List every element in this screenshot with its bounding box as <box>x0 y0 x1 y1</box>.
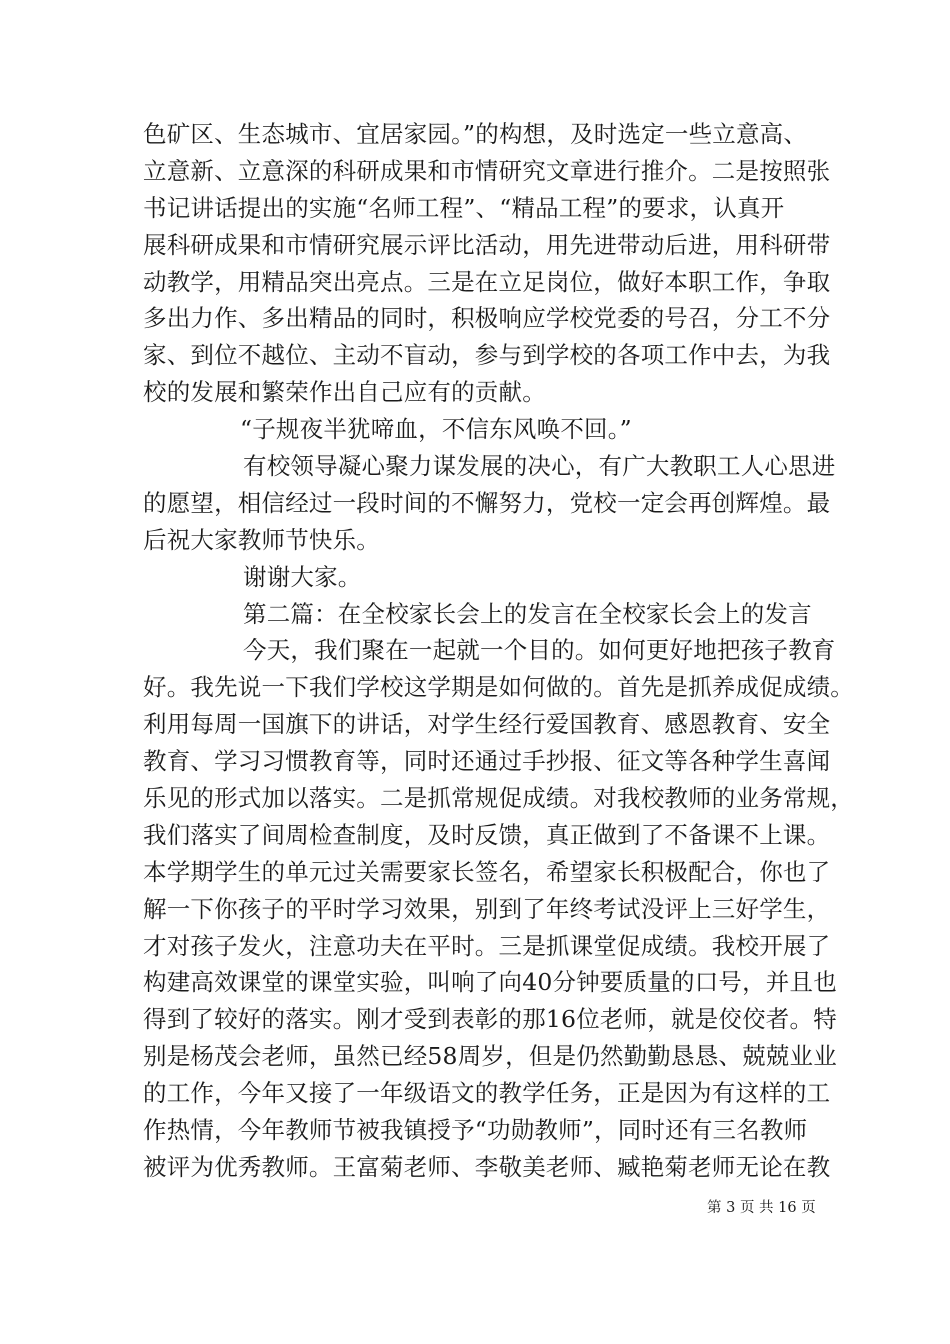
text-line: 才对孩子发火，注意功夫在平时。三是抓课堂促成绩。我校开展了 <box>143 931 831 960</box>
text-line: 作热情，今年教师节被我镇授予“功勋教师”，同时还有三名教师 <box>143 1116 808 1145</box>
text-line: 解一下你孩子的平时学习效果，别到了年终考试没评上三好学生， <box>143 894 831 923</box>
text-line: 多出力作、多出精品的同时，积极响应学校党委的号召，分工不分 <box>143 304 831 333</box>
text-line: 立意新、立意深的科研成果和市情研究文章进行推介。二是按照张 <box>143 156 831 185</box>
text-line: 利用每周一国旗下的讲话，对学生经行爱国教育、感恩教育、安全 <box>143 710 831 739</box>
text-line: 得到了较好的落实。刚才受到表彰的那16位老师，就是佼佼者。特 <box>143 1005 837 1034</box>
paragraph-start: 有校领导凝心聚力谋发展的决心，有广大教职工人心思进 <box>243 452 836 481</box>
text-line: 展科研成果和市情研究展示评比活动，用先进带动后进，用科研带 <box>143 230 831 259</box>
body-text <box>143 116 854 1186</box>
text-line: 后祝大家教师节快乐。 <box>143 525 380 554</box>
section-heading: 第二篇：在全校家长会上的发言在全校家长会上的发言 <box>243 599 812 628</box>
text-line: 我们落实了间周检查制度，及时反馈，真正做到了不备课不上课。 <box>143 820 831 849</box>
text-line: 乐见的形式加以落实。二是抓常规促成绩。对我校教师的业务常规， <box>143 784 854 813</box>
paragraph-start: 今天，我们聚在一起就一个目的。如何更好地把孩子教育 <box>243 636 836 665</box>
page-number: 第 3 页 共 16 页 <box>707 1200 816 1216</box>
closing-line: 谢谢大家。 <box>243 562 362 591</box>
quote-line: “子规夜半犹啼血，不信东风唤不回。” <box>240 415 632 444</box>
text-line: 的愿望，相信经过一段时间的不懈努力，党校一定会再创辉煌。最 <box>143 488 831 517</box>
text-line: 书记讲话提出的实施“名师工程”、“精品工程”的要求，认真开 <box>143 193 785 222</box>
text-line: 色矿区、生态城市、宜居家园。”的构想，及时选定一些立意高、 <box>143 120 808 148</box>
text-line: 构建高效课堂的课堂实验，叫响了向40分钟要质量的口号，并且也 <box>143 968 837 997</box>
text-line: 动教学，用精品突出亮点。三是在立足岗位，做好本职工作，争取 <box>143 267 831 296</box>
text-line: 家、到位不越位、主动不盲动，参与到学校的各项工作中去，为我 <box>143 341 831 370</box>
text-line: 别是杨茂会老师，虽然已经58周岁，但是仍然勤勤恳恳、兢兢业业 <box>143 1042 837 1071</box>
text-line: 被评为优秀教师。王富菊老师、李敬美老师、臧艳菊老师无论在教 <box>143 1152 831 1181</box>
text-line: 的工作，今年又接了一年级语文的教学任务，正是因为有这样的工 <box>143 1079 831 1108</box>
text-line: 好。我先说一下我们学校这学期是如何做的。首先是抓养成促成绩。 <box>143 673 854 702</box>
text-line: 校的发展和繁荣作出自己应有的贡献。 <box>143 378 546 407</box>
text-line: 教育、学习习惯教育等，同时还通过手抄报、征文等各种学生喜闻 <box>143 747 831 776</box>
text-line: 本学期学生的单元过关需要家长签名，希望家长积极配合，你也了 <box>143 857 831 886</box>
